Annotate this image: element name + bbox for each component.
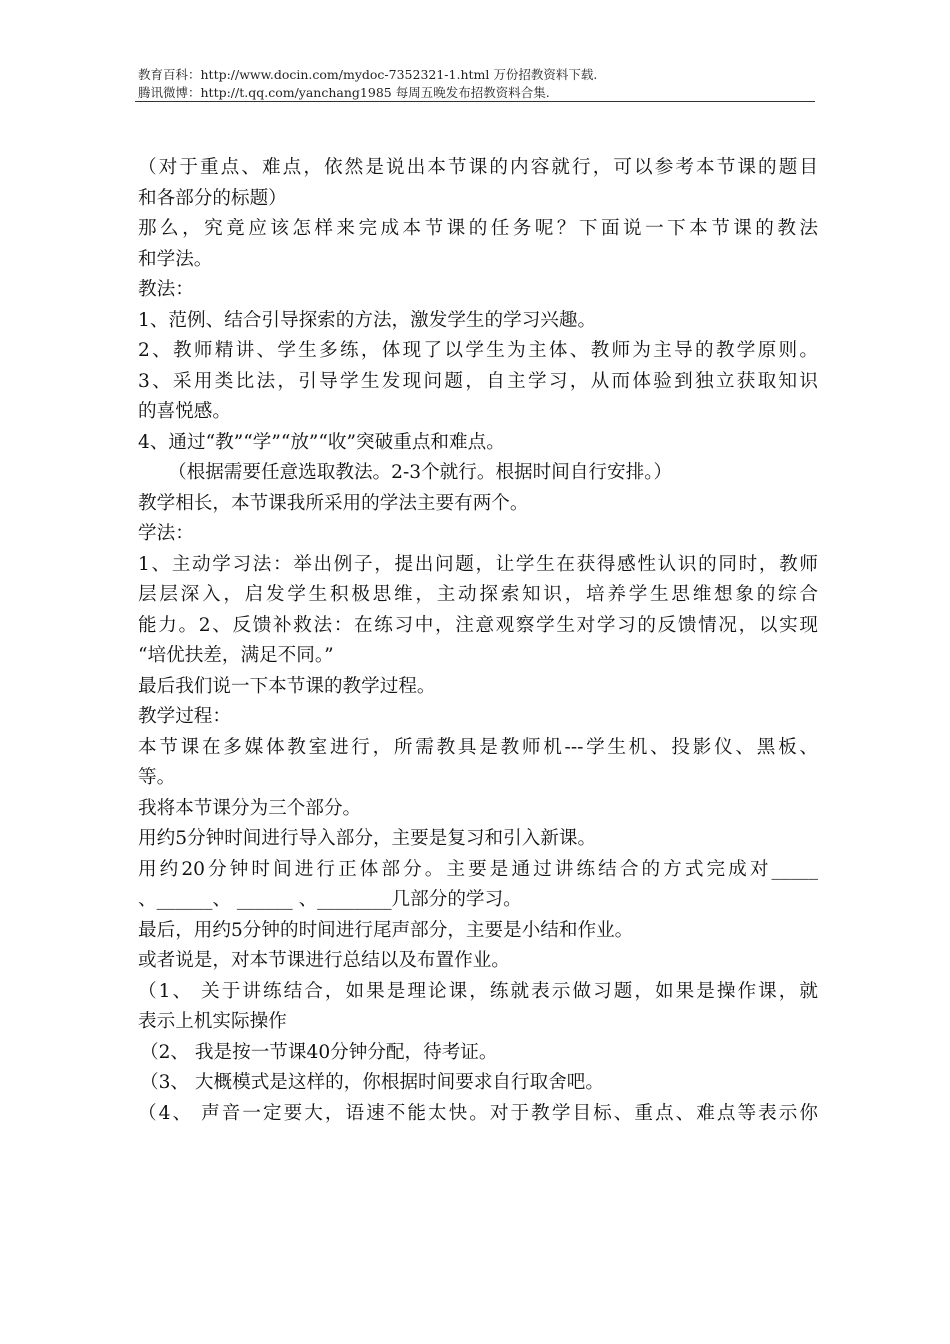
text-line: 能力。2、反馈补救法：在练习中，注意观察学生对学习的反馈情况，以实现: [138, 614, 818, 636]
text-line: “培优扶差，满足不同。”: [138, 645, 334, 666]
header-divider: [135, 101, 815, 102]
text-line: 和学法。: [138, 248, 213, 270]
text-line: 1、范例、结合引导探索的方法，激发学生的学习兴趣。: [138, 309, 597, 331]
text-line: 等。: [138, 767, 176, 788]
text-line: 、______、 ______ 、________几部分的学习。: [138, 889, 522, 910]
text-line: 4、通过“教”“学”“放”“收”突破重点和难点。: [138, 431, 505, 453]
text-line: 2、教师精讲、学生多练，体现了以学生为主体、教师为主导的教学原则。: [138, 340, 818, 361]
section-heading-teaching-methods: 教法：: [138, 279, 194, 300]
section-heading-learning-methods: 学法：: [138, 523, 194, 544]
text-line-note: （根据需要任意选取教法。2-3个就行。根据时间自行安排。）: [168, 462, 673, 483]
text-line: 表示上机实际操作: [138, 1011, 287, 1032]
text-line: 1、主动学习法：举出例子，提出问题，让学生在获得感性认识的同时，教师: [138, 553, 818, 575]
header-line-docin: 教育百科：http://www.docin.com/mydoc-7352321-1.html 万份招教资料下载.: [138, 67, 598, 82]
text-line: 用约20分钟时间进行正体部分。主要是通过讲练结合的方式完成对_____: [138, 858, 818, 880]
text-line: （4、 声音一定要大，语速不能太快。对于教学目标、重点、难点等表示你: [138, 1102, 818, 1124]
text-line: 最后，用约5分钟的时间进行尾声部分，主要是小结和作业。: [138, 919, 634, 941]
text-line: （对于重点、难点，依然是说出本节课的内容就行，可以参考本节课的题目: [138, 157, 818, 178]
text-line: 3、采用类比法，引导学生发现问题，自主学习，从而体验到独立获取知识: [138, 370, 818, 392]
text-line: 层层深入，启发学生积极思维，主动探索知识，培养学生思维想象的综合: [138, 584, 818, 605]
text-line: 本节课在多媒体教室进行，所需教具是教师机---学生机、投影仪、黑板、: [138, 736, 818, 758]
page-header: [138, 66, 814, 102]
text-line: 那么，究竟应该怎样来完成本节课的任务呢？下面说一下本节课的教法: [138, 218, 818, 239]
text-line: 或者说是，对本节课进行总结以及布置作业。: [138, 950, 510, 971]
text-line: 我将本节课分为三个部分。: [138, 797, 362, 819]
text-line: 教学相长，本节课我所采用的学法主要有两个。: [138, 492, 529, 514]
text-line: 的喜悦感。: [138, 401, 231, 422]
text-line: （3、 大概模式是这样的，你根据时间要求自行取舍吧。: [140, 1072, 604, 1093]
text-line: 和各部分的标题）: [138, 187, 287, 209]
text-line: （2、 我是按一节课40分钟分配，待考证。: [140, 1041, 498, 1063]
document-body: [138, 153, 818, 1129]
text-line: 用约5分钟时间进行导入部分，主要是复习和引入新课。: [138, 828, 597, 849]
text-line: 最后我们说一下本节课的教学过程。: [138, 675, 436, 697]
section-heading-teaching-process: 教学过程：: [138, 706, 231, 727]
text-line: （1、 关于讲练结合，如果是理论课，练就表示做习题，如果是操作课，就: [138, 980, 818, 1002]
header-line-weibo: 腾讯微博：http://t.qq.com/yanchang1985 每周五晚发布招教资料合集.: [138, 85, 550, 100]
